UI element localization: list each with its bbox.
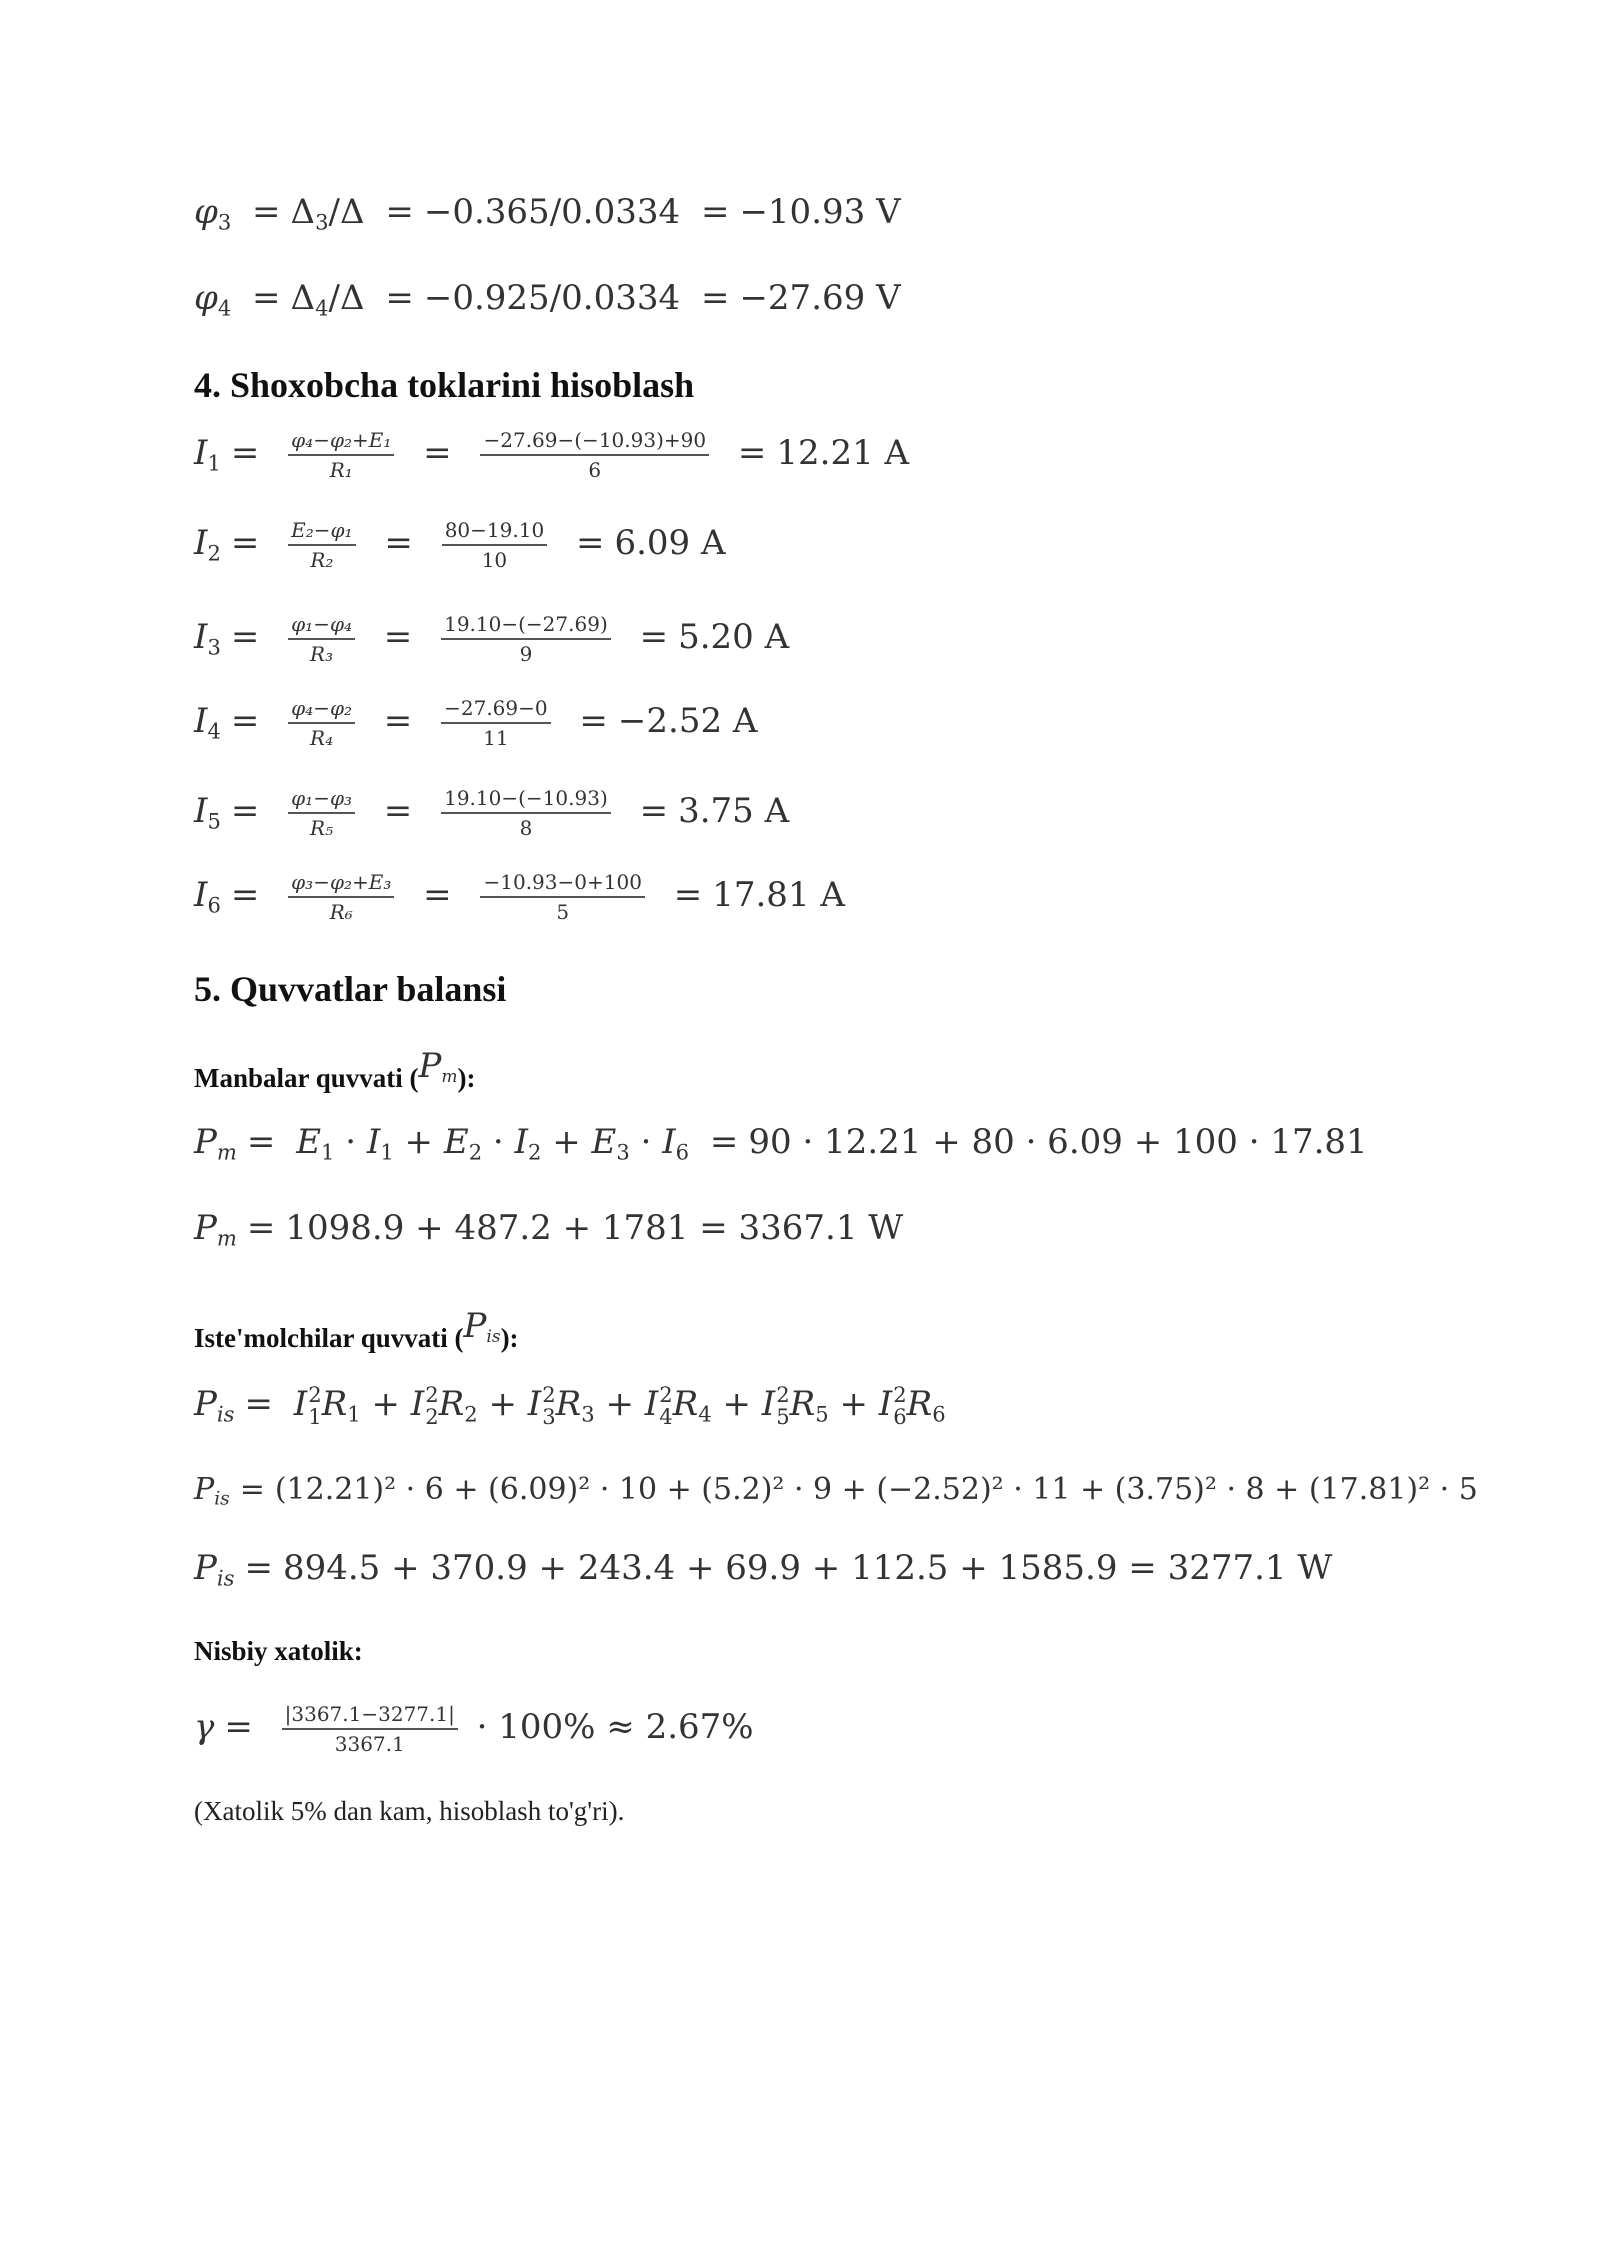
current-result-6: 17.81 A [712,875,845,915]
consumers-power-equation-2: $P_{is} = (12.21)^2 \cdot 6 + (6.09)^2 \cdot 10 + (5.2)^2 \cdot 9 + (-2.52)^2 \cdot 11 + (3.75)^2 \cdot 8 + (17.81)^2 \cdot 5$ [194,1472,1478,1510]
phi4-equation: $\varphi_4 = \Delta_4/\Delta = -0.925/0.0334 = -27.69$ V [194,278,901,321]
conclusion-note: (Xatolik 5% dan kam, hisoblash to'g'ri). [194,1796,625,1826]
section-5-heading: 5. Quvvatlar balansi [194,969,507,1009]
relative-error-equation: γ = $\frac{|3367.1-3277.1|}{3367.1}$ · 100% ≈ 2.67% [194,1702,754,1756]
pm-symbol: $P_m$ [418,1046,458,1088]
current-equation-5: $I_5$ = $\frac{\text{φ₁−φ₃}}{\text{R₅}}$ = $\frac{19.10-(-10.93)}{8}$ = 3.75 A [194,786,790,840]
current-equation-3: $I_3$ = $\frac{\text{φ₁−φ₄}}{\text{R₃}}$ = $\frac{19.10-(-27.69)}{9}$ = 5.20 A [194,612,790,666]
current-result-2: 6.09 A [614,523,726,563]
current-equation-4: $I_4$ = $\frac{\text{φ₄−φ₂}}{\text{R₄}}$ = $\frac{-27.69-0}{11}$ = −2.52 A [194,696,758,750]
sources-power-equation-1: $P_m = E_1 \cdot I_1 + E_2 \cdot I_2 + E_3 \cdot I_6 = 90 \cdot 12.21 + 80 \cdot 6.09 + 100 \cdot 17.81$ [194,1122,1368,1165]
phi4-result: −27.69 V [739,278,901,318]
current-result-4: −2.52 A [617,701,758,741]
relative-error-label: Nisbiy xatolik: [194,1636,363,1666]
section-4-heading: 4. Shoxobcha toklarini hisoblash [194,365,695,405]
sources-power-label: Manbalar quvvati $(P_m)$: [194,1046,476,1093]
current-equation-2: $I_2$ = $\frac{\text{E₂−φ₁}}{\text{R₂}}$ = $\frac{80-19.10}{10}$ = 6.09 A [194,518,726,572]
consumers-power-equation-3: $P_{is} = 894.5 + 370.9 + 243.4 + 69.9 + 112.5 + 1585.9 = 3277.1$ W [194,1548,1333,1591]
phi3-equation: $\varphi_3 = \Delta_3/\Delta = -0.365/0.0334 = -10.93$ V [194,192,901,235]
sources-power-equation-2: $P_m = 1098.9 + 487.2 + 1781 = 3367.1$ W [194,1208,904,1251]
current-equation-6: $I_6$ = $\frac{\text{φ₃−φ₂+E₃}}{\text{R₆}}$ = $\frac{-10.93-0+100}{5}$ = 17.81 A [194,870,845,924]
current-result-1: 12.21 A [776,433,910,473]
current-result-5: 3.75 A [678,791,790,831]
consumers-power-equation-1: $P_{is} = I$ 2 1 $R_1 + I$ 2 2 $R_2 + I$ 2 3 $R_3 + I$ 2 4 $R_4 + I$ 2 5 $R_5 + I$ 2 6 $R_6$ [194,1382,946,1430]
pis-symbol: $P_{is}$ [463,1306,501,1348]
consumers-power-label: Iste'molchilar quvvati $(P_{is})$: [194,1306,519,1353]
current-result-3: 5.20 A [678,617,790,657]
phi3-result: −10.93 V [739,192,901,232]
current-equation-1: $I_1$ = $\frac{\text{φ₄−φ₂+E₁}}{\text{R₁}}$ = $\frac{-27.69-(-10.93)+90}{6}$ = 12.21 A [194,428,910,482]
